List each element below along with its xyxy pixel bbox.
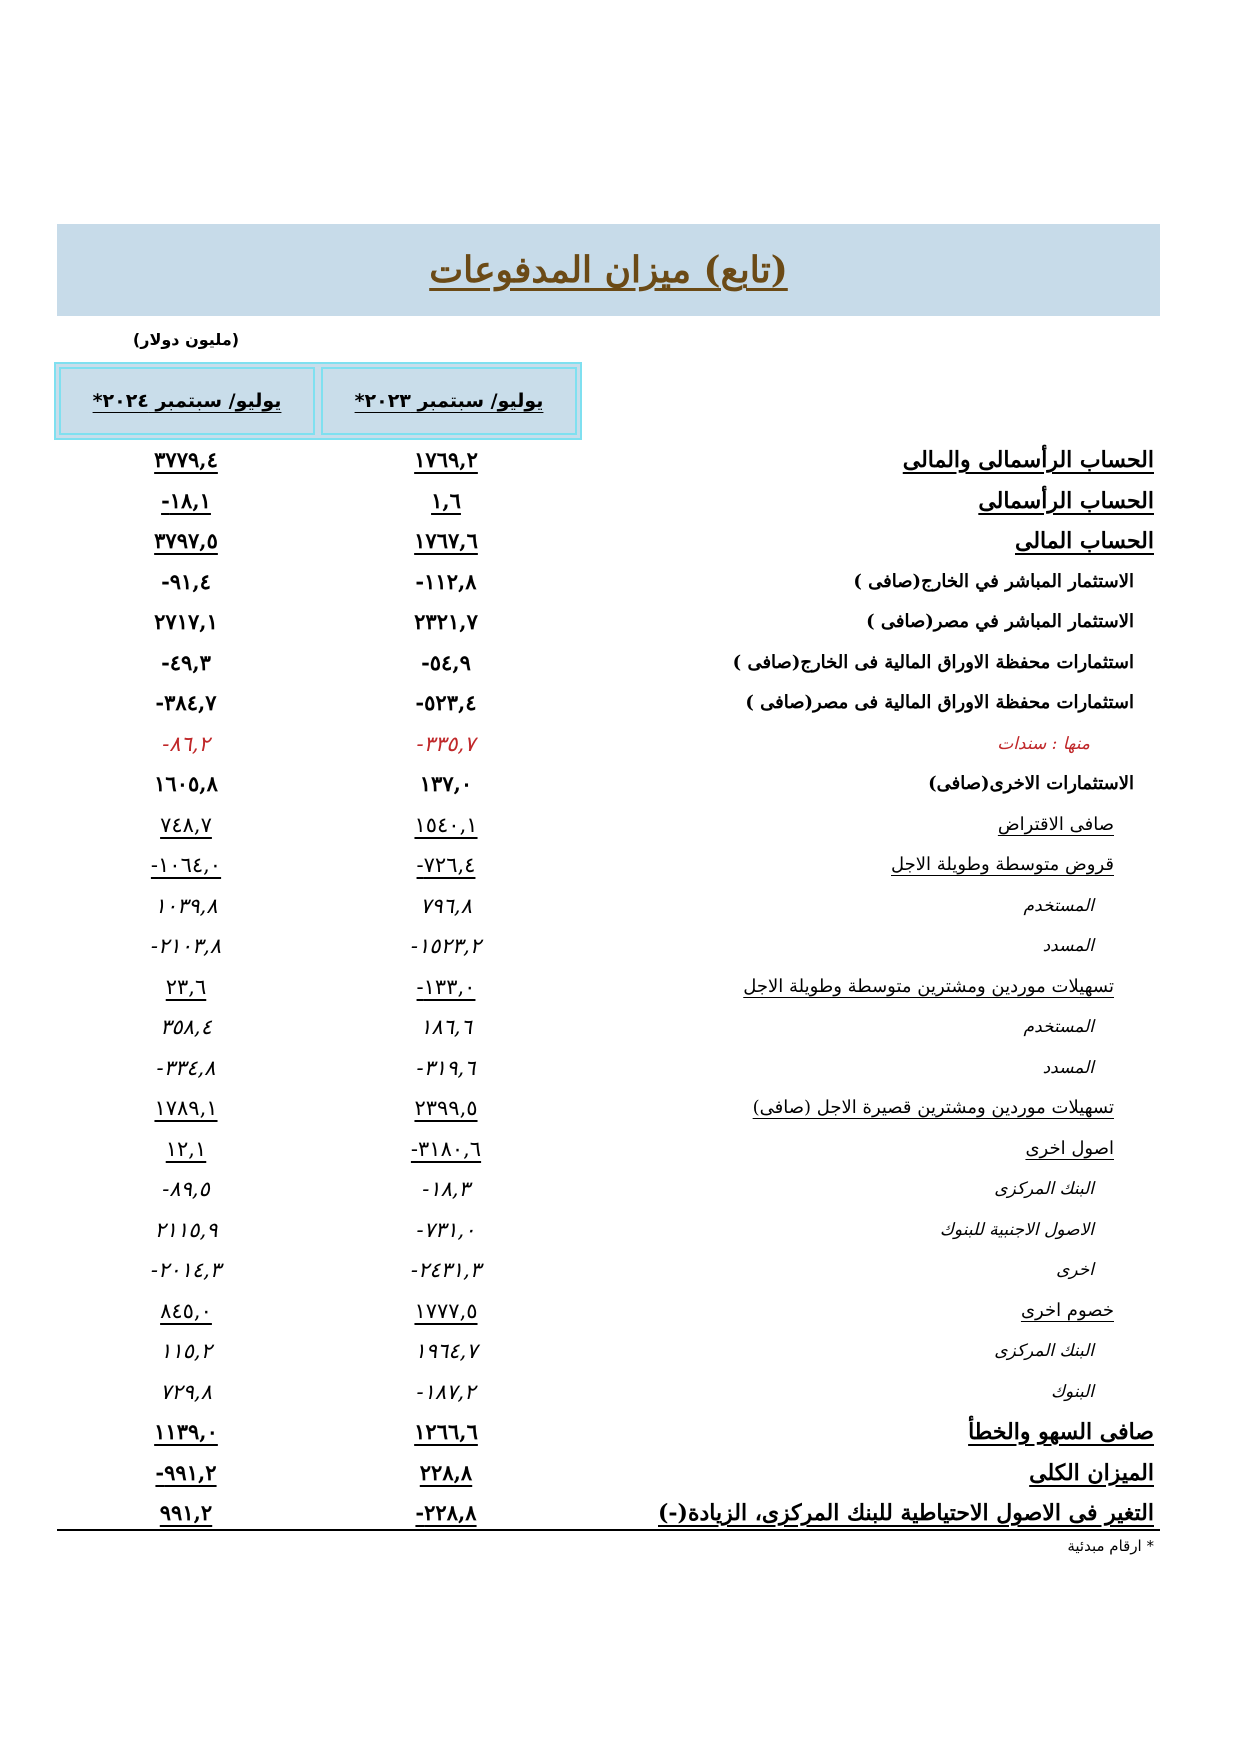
row-label: الاستثمارات الاخرى(صافى) [928,773,1134,794]
table-row [0,1250,1240,1291]
row-label: خصوم اخرى [1020,1299,1114,1321]
value-2023: ١٥٢٣,٢- [410,934,482,958]
value-2023: ١٧٦٧,٦ [414,528,478,553]
unit-label: (مليون دولار) [132,330,240,349]
row-label: البنك المركزى [994,1341,1094,1361]
value-2023: ١٥٤٠,١ [414,812,478,837]
row-label: المستخدم [1023,1017,1094,1037]
value-2023: ١٢٦٦,٦ [414,1419,478,1444]
value-2024: ٩٩١,٢- [155,1459,217,1485]
value-2023: ١٧٧٧,٥ [414,1298,478,1323]
row-label: البنوك [1051,1381,1094,1402]
row-label: تسهيلات موردين ومشترين متوسطة وطويلة الاجل [743,975,1114,997]
row-label: الاستثمار المباشر في الخارج(صافى ) [853,570,1134,592]
value-2024: ٨٩,٥- [162,1177,210,1201]
value-2024: ٣٥٨,٤ [160,1015,212,1039]
value-2023: ٢٢٨,٨ [419,1459,473,1485]
value-2023: ١٨٦,٦ [420,1015,472,1039]
value-2024: ٣٧٧٩,٤ [154,447,218,472]
value-2023: ١٧٦٩,٢ [414,447,478,472]
value-2024: ٧٤٨,٧ [160,812,212,837]
table-row [0,602,1240,643]
value-2024: ٢٧١٧,١ [154,609,218,634]
value-2023: ١٣٣,٠- [416,974,476,999]
table-bottom-rule [57,1529,1160,1531]
value-2023: ١٨,٣- [422,1177,470,1201]
value-2023: ٣١٩,٦- [416,1055,476,1080]
table-row [0,643,1240,684]
row-label: التغير فى الاصول الاحتياطية للبنك المركزى، الزيادة(-) [658,1500,1154,1526]
table-row [0,1088,1240,1129]
value-2023: ٢٣٢١,٧ [414,609,478,634]
value-2024: ١٢,١ [165,1136,207,1161]
value-2024: ٢٠١٤,٣- [150,1258,222,1282]
value-2024: ٤٩,٣- [161,649,211,675]
value-2023: ٢٢٨,٨- [415,1500,477,1525]
value-2024: ٢٣,٦ [165,974,207,999]
value-2024: ١١٣٩,٠ [154,1419,218,1444]
value-2023: ١٨٧,٢- [416,1379,476,1404]
value-2024: ٣٨٤,٧- [155,690,217,715]
row-label: اصول اخرى [1025,1137,1114,1159]
title-band [57,224,1160,316]
row-label: الحساب الرأسمالى [978,487,1154,514]
value-2024: ٩١,٤- [161,568,211,594]
value-2024: ٣٧٩٧,٥ [154,528,218,553]
value-2024: ٨٦,٢- [162,731,210,756]
value-2023: ١٩٦٤,٧ [414,1339,478,1363]
table-row [0,1493,1240,1534]
balance-table [0,440,1240,1534]
table-row [0,1331,1240,1372]
table-row [0,1169,1240,1210]
table-row [0,1291,1240,1332]
table-row [0,440,1240,481]
table-row [0,764,1240,805]
row-label: تسهيلات موردين ومشترين قصيرة الاجل (صافى) [752,1097,1114,1118]
footnote: * ارقام مبدئية [1067,1537,1154,1555]
value-2024: ٩٩١,٢ [159,1500,213,1525]
value-2024: ١١٥,٢ [160,1339,212,1363]
table-row [0,926,1240,967]
row-label: صافى السهو والخطأ [968,1419,1154,1445]
row-label: الحساب الرأسمالى والمالى [902,447,1154,473]
column-header-2023: يوليو/ سبتمبر ٢٠٢٣* [321,367,577,435]
row-label: منها : سندات [997,733,1090,754]
value-2023: ٣١٨٠,٦- [410,1136,482,1161]
value-2024: ٣٣٤,٨- [156,1055,216,1080]
value-2024: ١٧٨٩,١ [154,1096,218,1120]
table-row [0,683,1240,724]
row-label: اخرى [1056,1260,1094,1280]
table-row [0,967,1240,1008]
row-label: الاستثمار المباشر في مصر(صافى ) [866,611,1134,632]
value-2024: ١٦٠٥,٨ [154,771,218,796]
row-label: استثمارات محفظة الاوراق المالية فى مصر(صافى ) [745,692,1134,713]
row-label: الحساب المالى [1015,528,1154,554]
value-2023: ٧٣١,٠- [416,1217,476,1242]
value-2023: ١١٢,٨- [415,568,477,594]
value-2024: ٢١٠٣,٨- [150,934,222,958]
value-2023: ٢٤٣١,٣- [410,1258,482,1282]
row-label: المسدد [1042,1057,1094,1078]
value-2024: ٧٢٩,٨ [160,1379,212,1404]
page-title: (تابع) ميزان المدفوعات [429,249,788,291]
value-2024: ١٠٦٤,٠- [150,853,222,877]
row-label: الاصول الاجنبية للبنوك [939,1219,1094,1240]
table-row [0,481,1240,522]
column-header [54,362,582,440]
table-row [0,845,1240,886]
value-2024: ١٠٣٩,٨ [154,893,218,918]
row-label: استثمارات محفظة الاوراق المالية فى الخارج(صافى ) [732,651,1134,673]
row-label: قروض متوسطة وطويلة الاجل [891,854,1114,875]
value-2023: ١٣٧,٠ [419,771,473,796]
table-row [0,1210,1240,1251]
table-row [0,521,1240,562]
row-label: المسدد [1042,936,1094,956]
table-row [0,724,1240,765]
value-2023: ٢٣٩٩,٥ [414,1096,478,1120]
value-2023: ٥٢٣,٤- [415,690,477,715]
table-row [0,805,1240,846]
value-2023: ٧٩٦,٨ [420,893,472,918]
table-row [0,562,1240,603]
value-2023: ٥٤,٩- [421,649,471,675]
value-2024: ٨٤٥,٠ [160,1298,212,1323]
value-2024: ١٨,١- [161,487,211,513]
row-label: المستخدم [1023,895,1094,916]
table-row [0,1453,1240,1494]
table-row [0,1007,1240,1048]
row-label: الميزان الكلى [1029,1459,1154,1486]
value-2024: ٢١١٥,٩ [154,1217,218,1242]
table-row [0,1048,1240,1089]
row-label: البنك المركزى [994,1179,1094,1199]
table-row [0,1372,1240,1413]
value-2023: ٣٣٥,٧- [416,731,476,756]
row-label: صافى الاقتراض [997,813,1114,835]
value-2023: ٧٢٦,٤- [416,853,476,877]
value-2023: ١,٦ [431,487,461,513]
table-row [0,1129,1240,1170]
column-header-2024: يوليو/ سبتمبر ٢٠٢٤* [59,367,315,435]
table-row [0,1412,1240,1453]
table-row [0,886,1240,927]
